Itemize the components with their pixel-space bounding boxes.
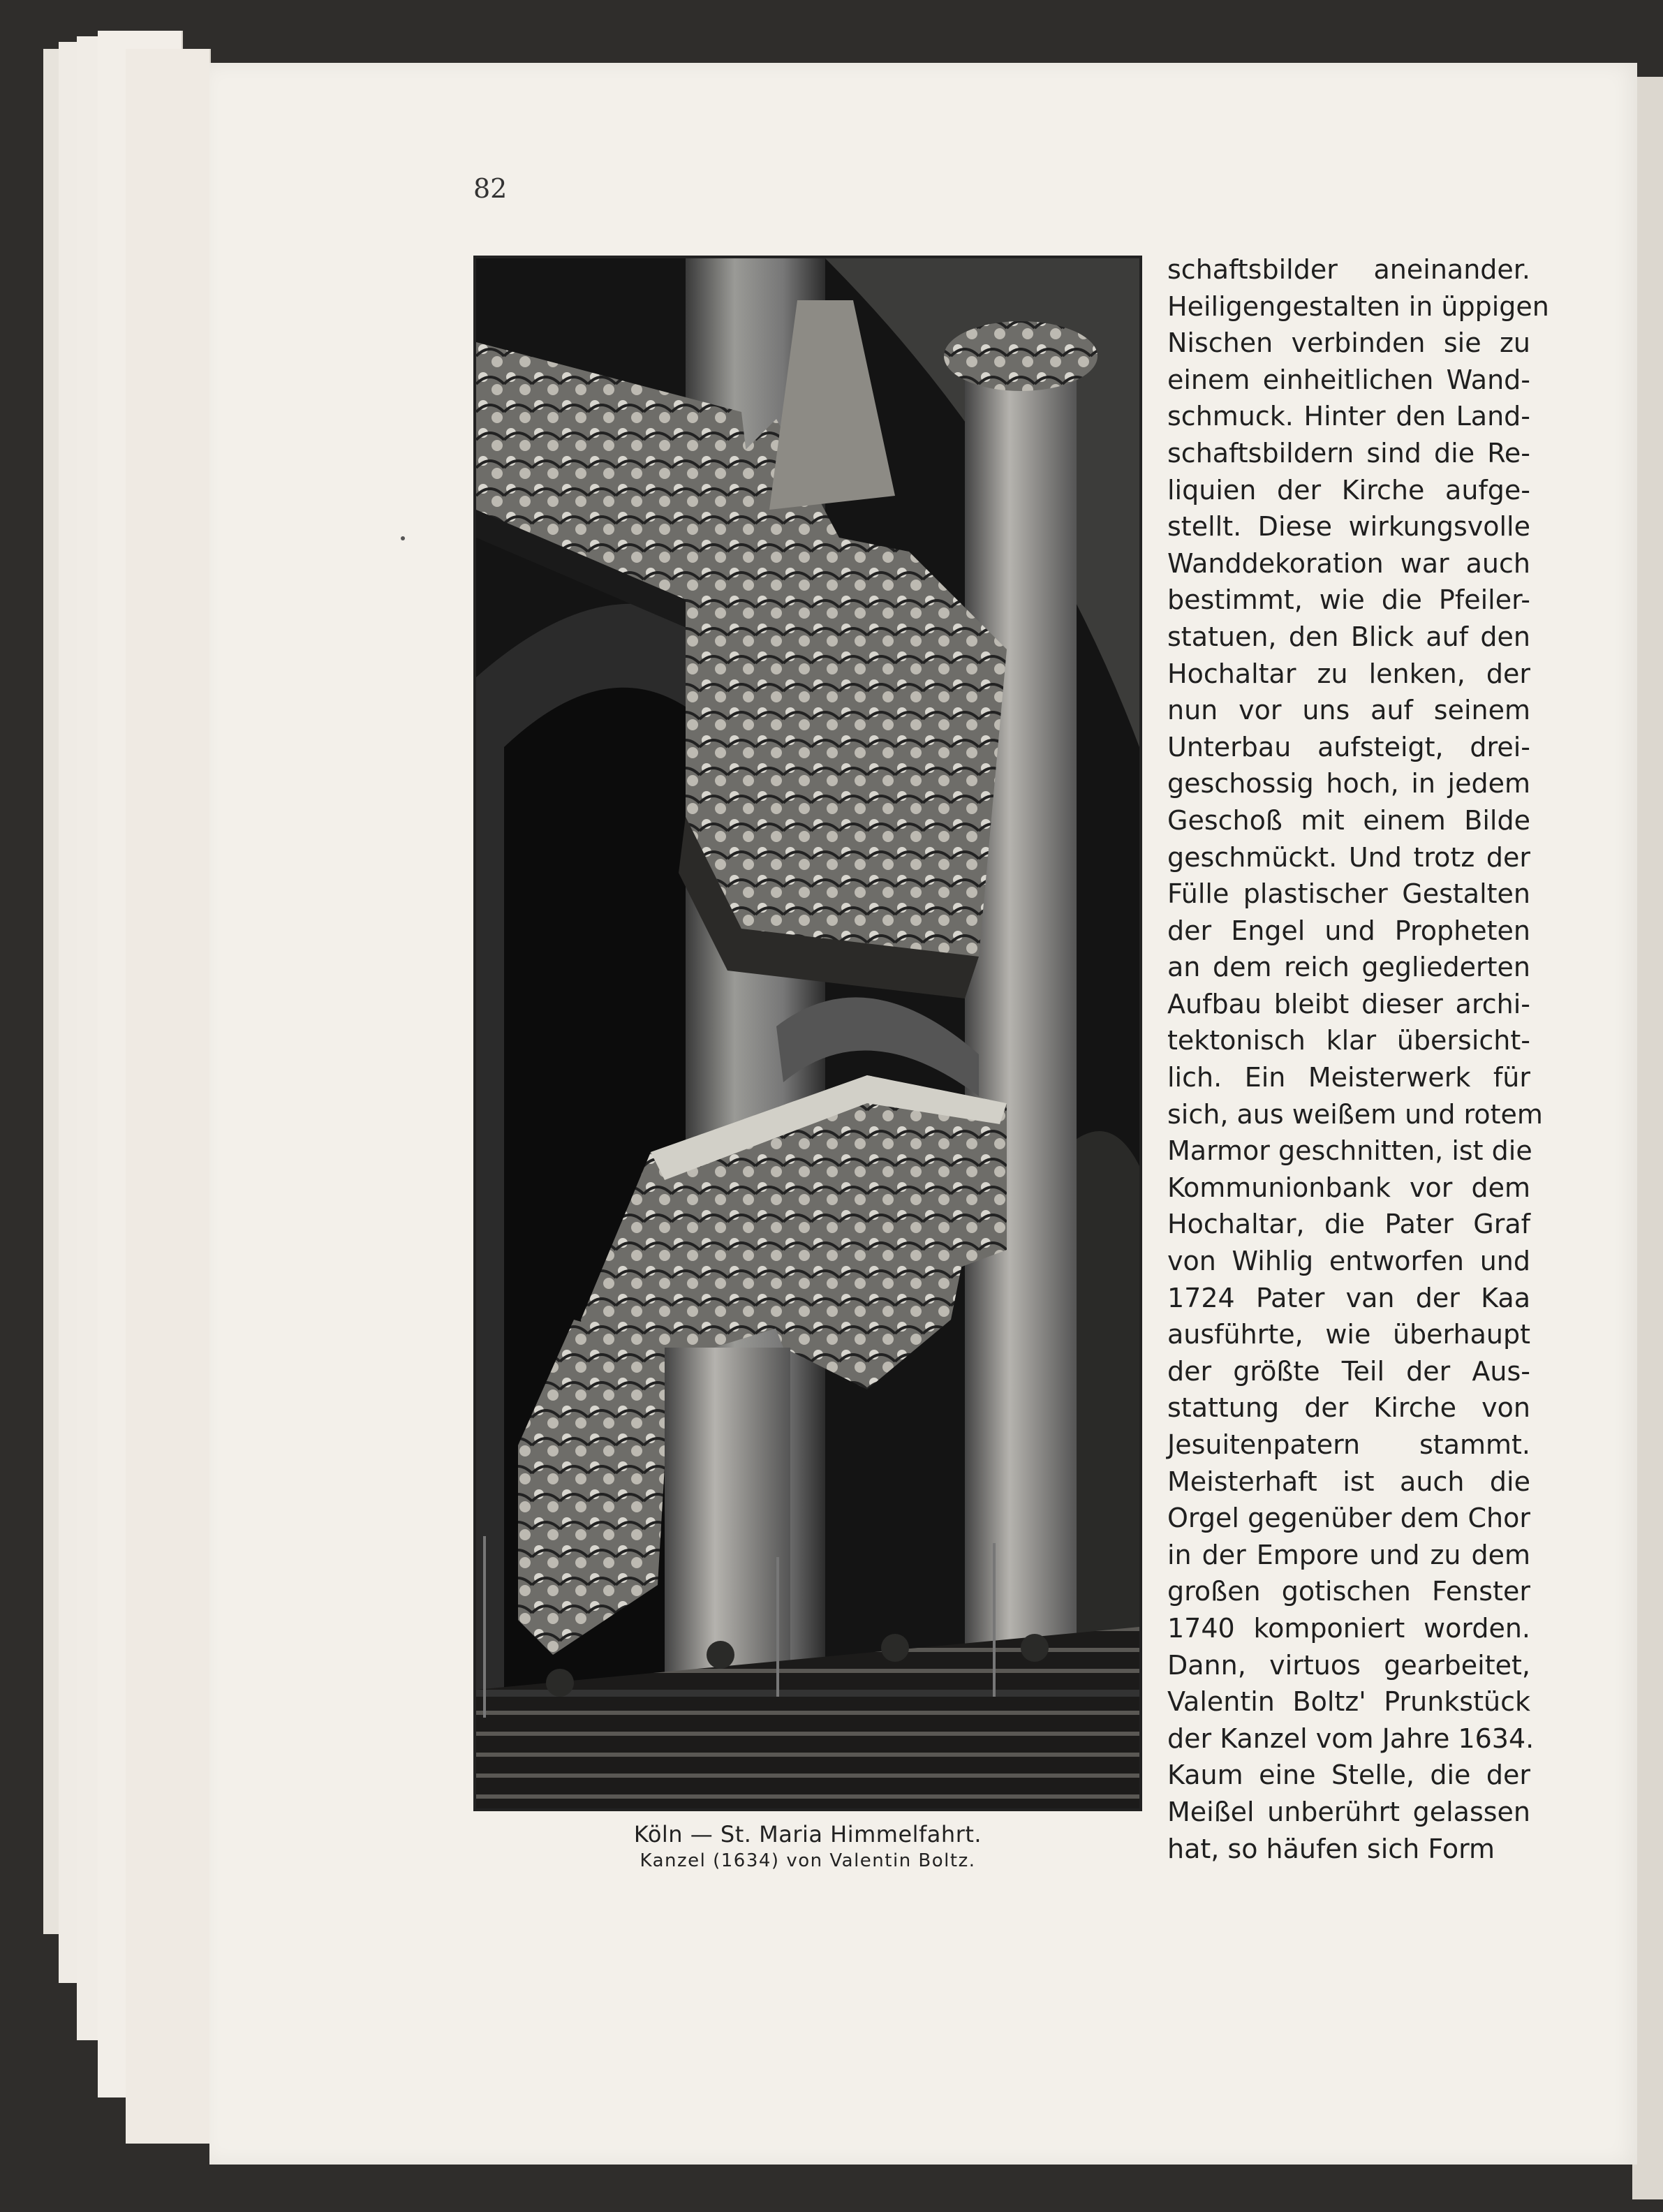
body-text-line: der Engel und Propheten (1167, 915, 1530, 946)
body-text-line: schaftsbildern sind die Re- (1167, 437, 1530, 469)
body-text-line: lich. Ein Meisterwerk für (1167, 1062, 1530, 1093)
body-text-line: Nischen verbinden sie zu (1167, 327, 1530, 359)
body-text-line: 1740 komponiert worden. (1167, 1612, 1530, 1644)
body-text-line: statuen, den Blick auf den (1167, 621, 1530, 652)
body-text-line: geschossig hoch, in jedem (1167, 768, 1530, 799)
body-text-line: Heiligengestalten in üppigen (1167, 290, 1549, 322)
body-text-line: Meisterhaft ist auch die (1167, 1466, 1530, 1497)
body-text-line: Wanddekoration war auch (1167, 547, 1530, 579)
body-text-line: einem einheitlichen Wand- (1167, 364, 1530, 395)
body-text-column (1167, 251, 1549, 1867)
body-text-line: tektonisch klar übersicht- (1167, 1025, 1530, 1056)
body-text-line: in der Empore und zu dem (1167, 1539, 1530, 1570)
body-text-line: an dem reich gegliederten (1167, 952, 1530, 983)
body-text-line: schmuck. Hinter den Land- (1167, 401, 1530, 432)
body-text-line: hat, so häufen sich Form (1167, 1833, 1495, 1864)
photograph-pulpit (476, 258, 1139, 1808)
body-text-line: stellt. Diese wirkungsvolle (1167, 511, 1530, 543)
body-text-line: Dann, virtuos gearbeitet, (1167, 1649, 1530, 1681)
body-text-line: sich, aus weißem und rotem (1167, 1098, 1543, 1130)
body-text-line: der Kanzel vom Jahre 1634. (1167, 1723, 1535, 1754)
body-text-line: Fülle plastischer Gestalten (1167, 878, 1530, 910)
figure-caption-subtitle: Kanzel (1634) von Valentin Boltz. (640, 1850, 976, 1871)
body-text-line: nun vor uns auf seinem (1167, 695, 1530, 726)
body-text-line: 1724 Pater van der Kaa (1167, 1282, 1530, 1313)
body-text-line: Hochaltar, die Pater Graf (1167, 1209, 1530, 1240)
body-text-line: Unterbau aufsteigt, drei- (1167, 731, 1530, 762)
pulpit-photograph (473, 256, 1142, 1811)
body-text-line: geschmückt. Und trotz der (1167, 841, 1530, 873)
body-text-line: Orgel gegenüber dem Chor (1167, 1503, 1530, 1534)
page-edge (126, 49, 211, 2144)
body-text-line: Marmor geschnitten, ist die (1167, 1135, 1532, 1167)
body-text-line: Kommunionbank vor dem (1167, 1172, 1530, 1203)
body-text-line: Meißel unberührt gelassen (1167, 1796, 1530, 1827)
body-text-line: Aufbau bleibt dieser archi- (1167, 988, 1530, 1019)
figure-caption-title: Köln — St. Maria Himmelfahrt. (633, 1821, 982, 1848)
body-text-line: ausführte, wie überhaupt (1167, 1319, 1530, 1350)
page-number: 82 (473, 173, 508, 204)
body-text-line: liquien der Kirche aufge- (1167, 474, 1530, 506)
body-text-line: der größte Teil der Aus- (1167, 1355, 1530, 1387)
body-text-line: von Wihlig entworfen und (1167, 1246, 1530, 1277)
body-text-line: stattung der Kirche von (1167, 1392, 1530, 1424)
body-text-line: Valentin Boltz' Prunkstück (1167, 1686, 1530, 1718)
body-text-line: Hochaltar zu lenken, der (1167, 658, 1530, 689)
body-text-line: Geschoß mit einem Bilde (1167, 804, 1530, 836)
page-speck (401, 536, 405, 540)
body-text-line: Kaum eine Stelle, die der (1167, 1760, 1530, 1791)
body-text-line: schaftsbilder aneinander. (1167, 254, 1530, 285)
body-text-line: bestimmt, wie die Pfeiler- (1167, 584, 1530, 616)
body-text-line: Jesuitenpatern stammt. (1167, 1429, 1530, 1460)
body-text-line: großen gotischen Fenster (1167, 1576, 1530, 1607)
